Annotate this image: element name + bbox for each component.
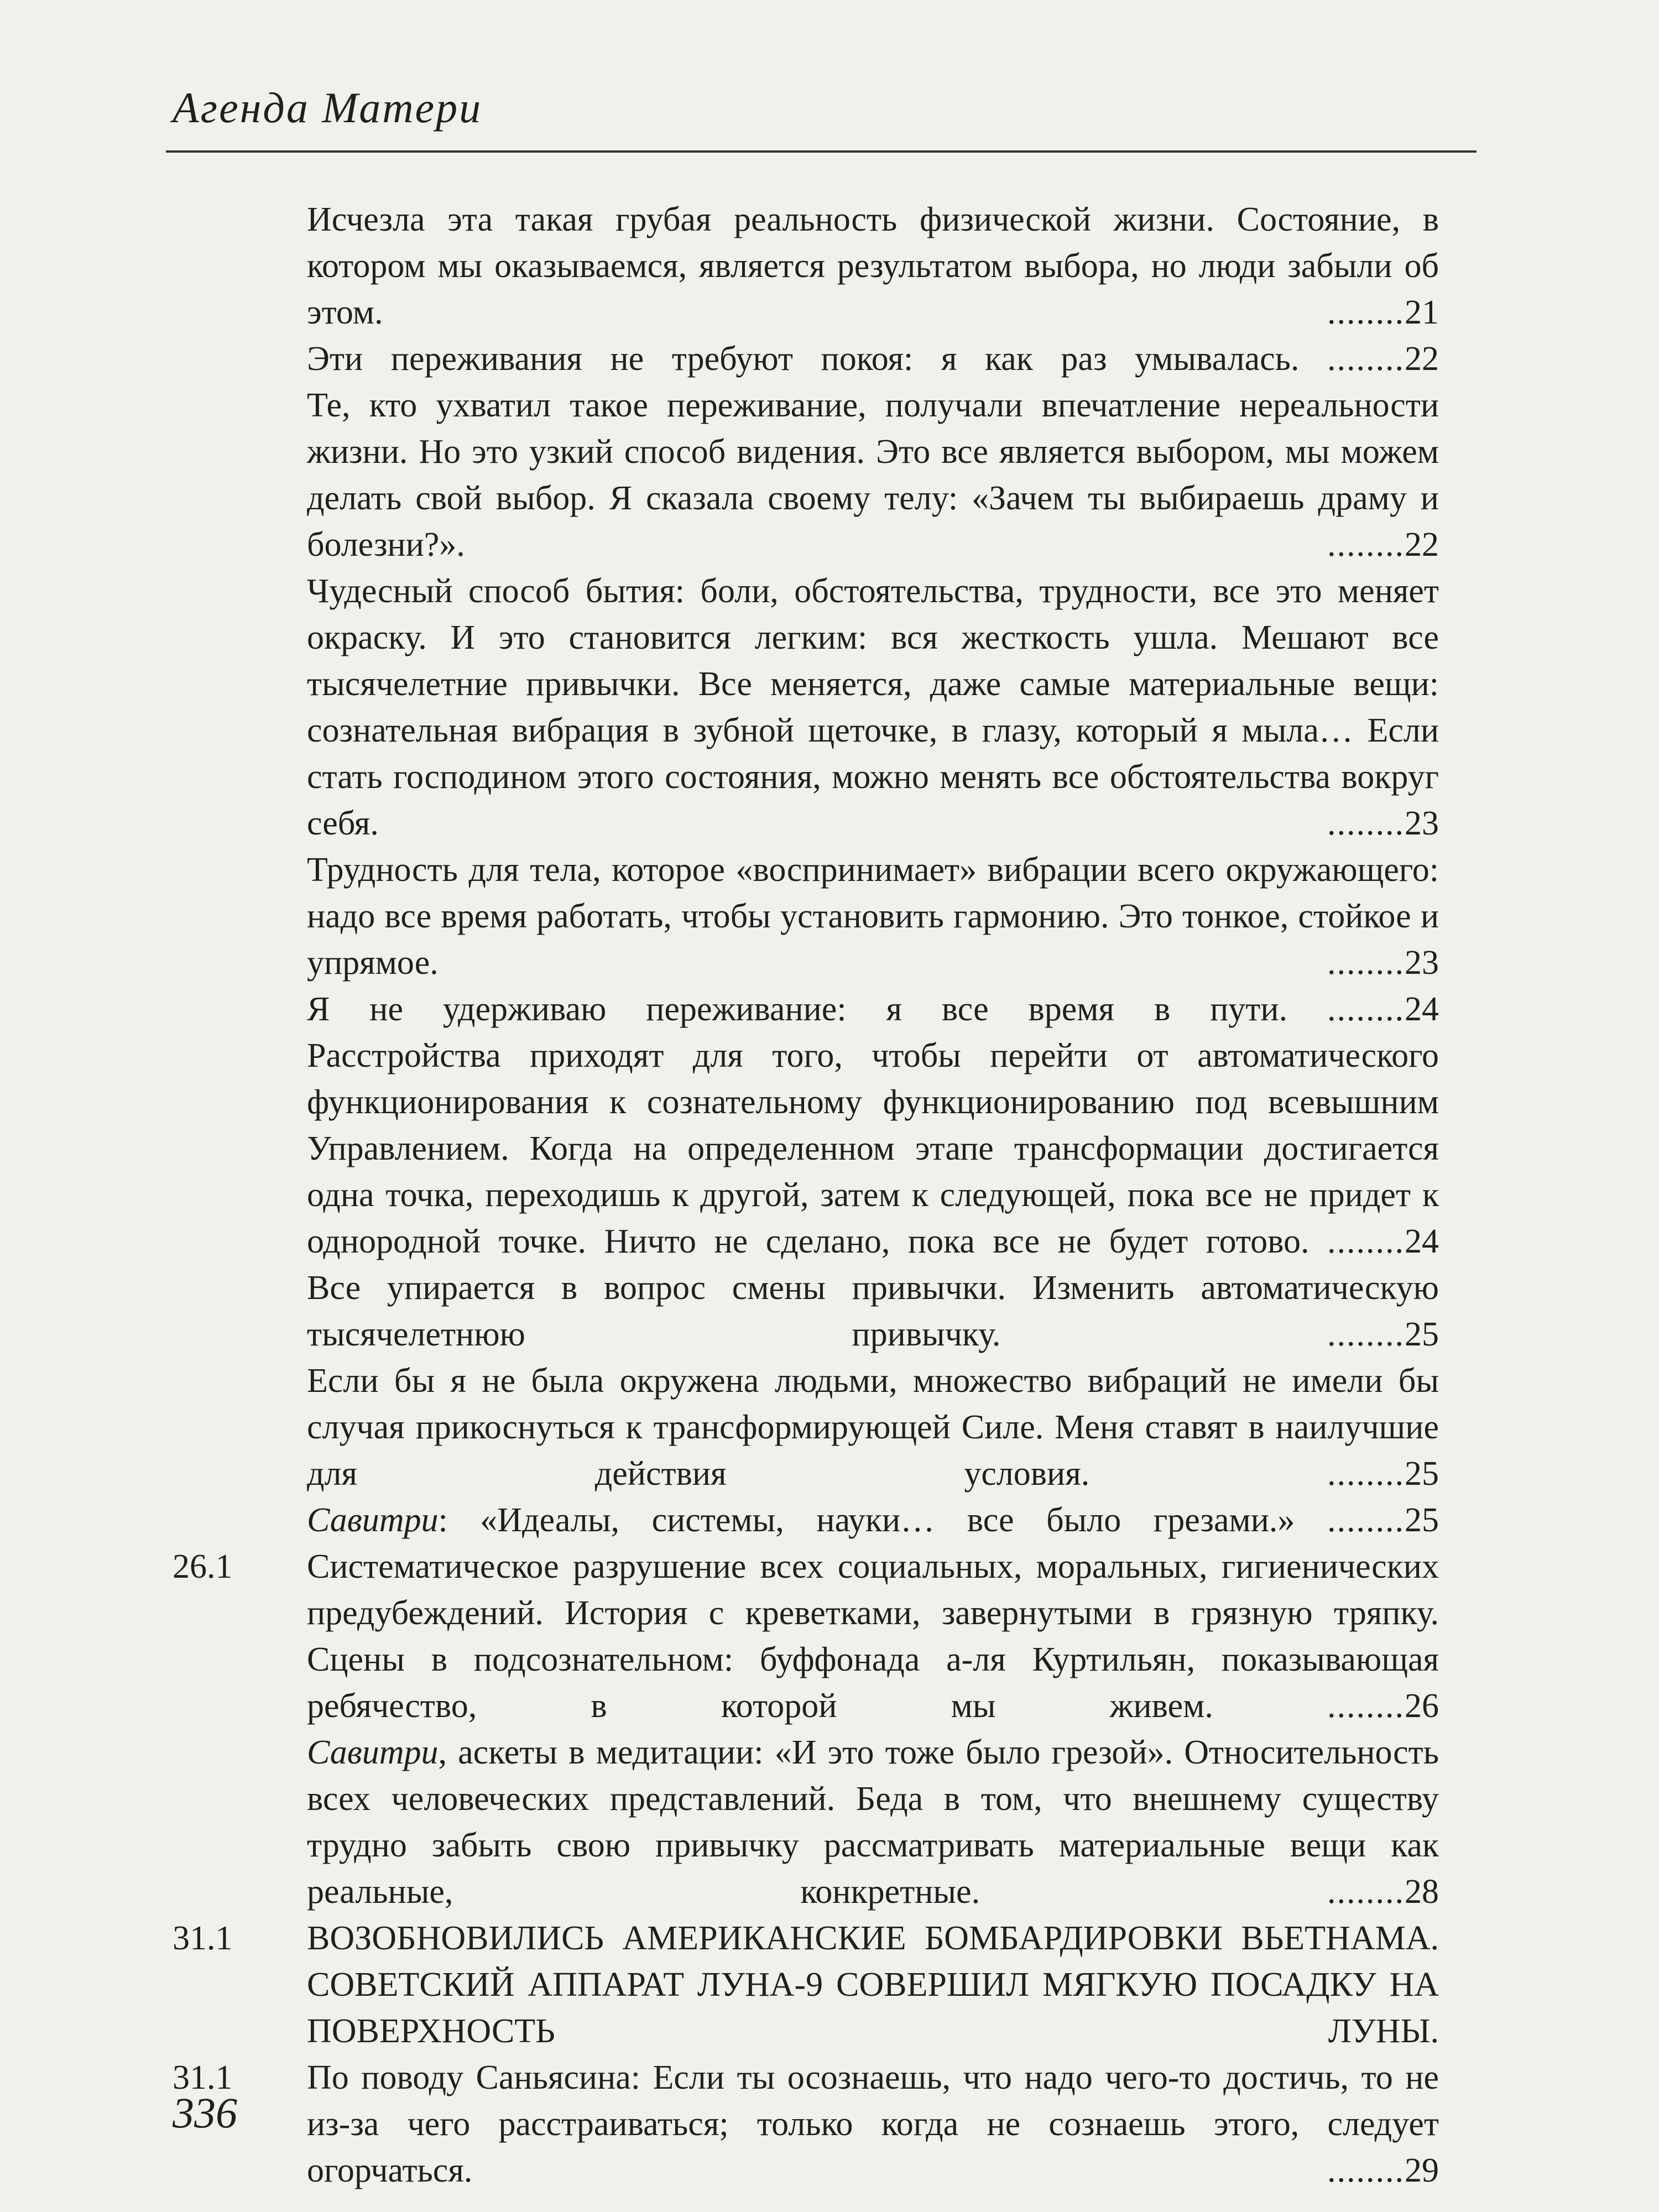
toc-entry: [173, 382, 1439, 568]
toc-entry: [173, 196, 1439, 336]
entry-text: [307, 1265, 1439, 1358]
entry-text: [307, 336, 1439, 382]
entry-date: [173, 1032, 307, 1265]
entry-page-number: 21: [1405, 294, 1439, 331]
entry-description: По поводу Саньясина: Если ты осознаешь, что надо чего-то достичь, то не из-за чего расстраиваться; только когда не сознаешь этого, следует огорчаться.: [307, 2059, 1439, 2189]
entry-italic-lead: Савитри: [307, 1501, 439, 1539]
entry-date: [173, 1358, 307, 1497]
entry-page-number: 22: [1405, 340, 1439, 378]
entry-date: 31.1: [173, 2059, 233, 2096]
entry-description: : «Идеалы, системы, науки… все было грезами.»: [438, 1501, 1327, 1539]
entry-text: [307, 568, 1439, 847]
entry-text: [307, 1961, 1439, 2054]
toc-entry: [173, 1358, 1439, 1497]
entry-text: [307, 1497, 1439, 1543]
entry-description: Я не удерживаю переживание: я все время в пути.: [307, 990, 1327, 1028]
entry-description: Систематическое разрушение всех социальных, моральных, гигиенических предубеждений. История с креветками, завернутыми в грязную тряпку. Сцены в подсознательном: буффонада а-ля Куртильян, показывающая ребячество, в которой мы живем.: [307, 1548, 1439, 1725]
entry-page-number: 29: [1405, 2152, 1439, 2189]
entry-text: [307, 196, 1439, 336]
toc-entry: [173, 1032, 1439, 1265]
entry-italic-lead: Савитри: [307, 1734, 439, 1771]
leader-dots: ........: [1327, 1455, 1405, 1493]
entry-description: Исчезла эта такая грубая реальность физической жизни. Состояние, в котором мы оказываемся, является результатом выбора, но люди забыли об этом.: [307, 201, 1439, 331]
entry-description: ВОЗОБНОВИЛИСЬ АМЕРИКАНСКИЕ БОМБАРДИРОВКИ ВЬЕТНАМА.: [307, 1919, 1439, 1957]
running-header-title: Агенда Матери: [173, 84, 483, 132]
leader-dots: ........: [1327, 1501, 1405, 1539]
leader-dots: ........: [1327, 526, 1405, 564]
entry-description: Если бы я не была окружена людьми, множество вибраций не имели бы случая прикоснуться к трансформирующей Силе. Меня ставят в наилучшие для действия условия.: [307, 1362, 1439, 1493]
leader-dots: ........: [1327, 944, 1405, 982]
toc-entry: [173, 336, 1439, 382]
entry-text: [307, 1915, 1439, 1961]
entry-text: [307, 1032, 1439, 1265]
toc-entry: [173, 1915, 1439, 1961]
entry-page-number: 28: [1405, 1873, 1439, 1911]
entry-description: Те, кто ухватил такое переживание, получали впечатление нереальности жизни. Но это узкий способ видения. Это все является выбором, мы можем делать свой выбор. Я сказала своему телу: «Зачем ты выбираешь драму и болезни?».: [307, 387, 1439, 564]
entry-date: [173, 986, 307, 1032]
entry-description: Чудесный способ бытия: боли, обстоятельства, трудности, все это меняет окраску. И это становится легким: вся жесткость ушла. Мешают все тысячелетние привычки. Все меняется, даже самые материальные вещи: сознательная вибрация в зубной щеточке, в глазу, который я мыла… Если стать господином этого состояния, можно менять все обстоятельства вокруг себя.: [307, 572, 1439, 842]
entry-description: Трудность для тела, которое «воспринимает» вибрации всего окружающего: надо все время работать, чтобы установить гармонию. Это тонкое, стойкое и упрямое.: [307, 851, 1439, 982]
entry-text: [307, 1543, 1439, 1729]
entry-date: [173, 568, 307, 847]
entry-page-number: 26: [1405, 1687, 1439, 1725]
entry-date: [173, 1729, 307, 1915]
entry-page-number: 24: [1405, 990, 1439, 1028]
entry-date: 31.1: [173, 1919, 233, 1957]
entry-text: [307, 382, 1439, 568]
leader-dots: ........: [1327, 294, 1405, 331]
entry-description: Все упирается в вопрос смены привычки. Изменить автоматическую тысячелетнюю привычку.: [307, 1269, 1439, 1353]
entry-date: [173, 1961, 307, 2054]
toc-entry: [173, 1265, 1439, 1358]
toc-entry: [173, 2054, 1439, 2194]
toc-entry: [173, 1729, 1439, 1915]
entry-description: СОВЕТСКИЙ АППАРАТ ЛУНА-9 СОВЕРШИЛ МЯГКУЮ ПОСАДКУ НА ПОВЕРХНОСТЬ ЛУНЫ.: [307, 1966, 1439, 2050]
entry-text: [307, 986, 1439, 1032]
entry-text: [307, 1358, 1439, 1497]
entry-description: Эти переживания не требуют покоя: я как раз умывалась.: [307, 340, 1327, 378]
entry-page-number: 25: [1405, 1455, 1439, 1493]
entry-date: [173, 336, 307, 382]
entry-page-number: 25: [1405, 1316, 1439, 1353]
toc-entry: [173, 986, 1439, 1032]
entry-date: [173, 196, 307, 336]
entry-text: [307, 1729, 1439, 1915]
entry-page-number: 24: [1405, 1223, 1439, 1260]
entry-page-number: 23: [1405, 805, 1439, 842]
leader-dots: ........: [1327, 990, 1405, 1028]
entry-date: [173, 847, 307, 986]
entry-text: [307, 847, 1439, 986]
entry-date: [173, 382, 307, 568]
header-rule: [166, 150, 1477, 153]
toc-entry: [173, 1497, 1439, 1543]
entry-date: [173, 1497, 307, 1543]
leader-dots: ........: [1327, 805, 1405, 842]
entry-page-number: 25: [1405, 1501, 1439, 1539]
leader-dots: ........: [1327, 1316, 1405, 1353]
leader-dots: ........: [1327, 1687, 1405, 1725]
entry-description: Расстройства приходят для того, чтобы перейти от автоматического функционирования к сознательному функционированию под всевышним Управлением. Когда на определенном этапе трансформации достигается одна точка, переходишь к другой, затем к следующей, пока все не придет к однородной точке. Ничто не сделано, пока все не будет готово.: [307, 1037, 1439, 1260]
entry-date: [173, 1265, 307, 1358]
table-of-contents: [173, 196, 1439, 2194]
entry-page-number: 22: [1405, 526, 1439, 564]
entry-date: 26.1: [173, 1548, 233, 1585]
toc-entry: [173, 1961, 1439, 2054]
page-number: 336: [173, 2089, 237, 2137]
entry-text: [307, 2054, 1439, 2194]
leader-dots: ........: [1327, 2152, 1405, 2189]
toc-entry: [173, 847, 1439, 986]
leader-dots: ........: [1327, 1223, 1405, 1260]
entry-description: , аскеты в медитации: «И это тоже было грезой». Относительность всех человеческих представлений. Беда в том, что внешнему существу трудно забыть свою привычку рассматривать материальные вещи как реальные, конкретные.: [307, 1734, 1439, 1911]
leader-dots: ........: [1327, 1873, 1405, 1911]
toc-entry: [173, 568, 1439, 847]
leader-dots: ........: [1327, 340, 1405, 378]
entry-page-number: 23: [1405, 944, 1439, 982]
toc-entry: [173, 1543, 1439, 1729]
